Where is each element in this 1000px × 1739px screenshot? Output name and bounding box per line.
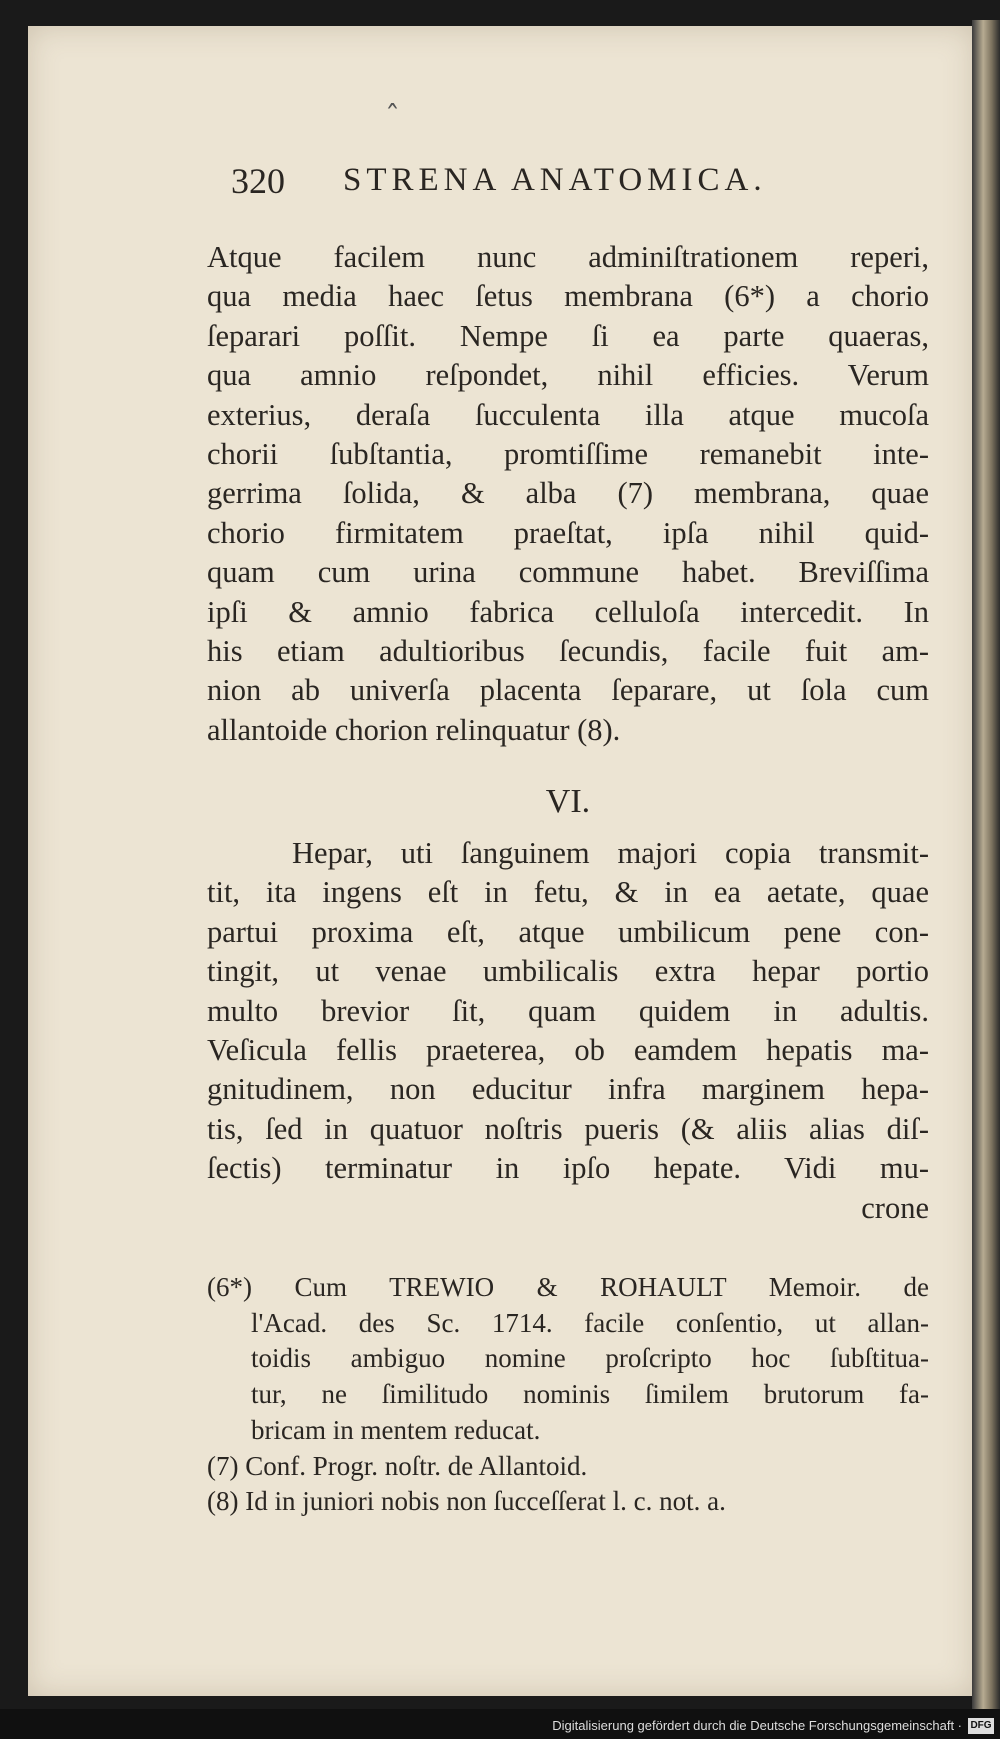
ink-mark: ˆ — [385, 100, 400, 135]
text-line: ipſi & amnio fabrica celluloſa intercedit. In — [207, 594, 929, 629]
footnote-line: toidis ambiguo nomine proſcripto hoc ſubſtitua- — [251, 1343, 929, 1374]
text-line: allantoide chorion relinquatur (8). — [207, 712, 621, 747]
section-heading: VI. — [545, 783, 591, 820]
footnote-line: bricam in mentem reducat. — [251, 1414, 541, 1445]
catchword: crone — [861, 1190, 929, 1225]
footnote-line: (6*) Cum TREWIO & ROHAULT Memoir. de — [207, 1272, 929, 1302]
text-line: Veſicula fellis praeterea, ob eamdem hepatis ma- — [207, 1033, 929, 1068]
footnote-line: l'Acad. des Sc. 1714. facile conſentio, ut allan- — [251, 1307, 929, 1338]
running-title: STRENA ANATOMICA. — [343, 162, 767, 198]
footnote-line: (7) Conf. Progr. noſtr. de Allantoid. — [207, 1450, 588, 1481]
paragraph-1 — [207, 238, 929, 750]
text-line: gerrima ſolida, & alba (7) membrana, quae — [207, 476, 929, 511]
text-line: chorio firmitatem praeſtat, ipſa nihil quid- — [207, 515, 929, 550]
text-line: chorii ſubſtantia, promtiſſime remanebit inte- — [207, 437, 929, 472]
footer-credit: Digitalisierung gefördert durch die Deutsche Forschungsgemeinschaft · — [552, 1718, 962, 1733]
book-edge — [972, 20, 1000, 1710]
footnotes — [207, 1270, 929, 1520]
text-line: Hepar, uti ſanguinem majori copia transmit- — [292, 836, 929, 870]
text-line: nion ab univerſa placenta ſeparare, ut ſola cum — [207, 673, 929, 708]
footnote-line: tur, ne ſimilitudo nominis ſimilem brutorum fa- — [251, 1379, 929, 1410]
text-line: ſeparari poſſit. Nempe ſi ea parte quaeras, — [207, 318, 929, 353]
text-line: tingit, ut venae umbilicalis extra hepar portio — [207, 954, 929, 989]
footnote-line: (8) Id in juniori nobis non ſucceſſerat l. c. not. a. — [207, 1486, 726, 1517]
page-header — [207, 160, 929, 204]
text-line: his etiam adultioribus ſecundis, facile fuit am- — [207, 634, 929, 669]
dfg-logo: DFG — [968, 1718, 994, 1734]
text-line: Atque facilem nunc adminiſtrationem reperi, — [207, 240, 929, 274]
page-number: 320 — [231, 161, 285, 201]
text-line: tis, ſed in quatuor noſtris pueris (& aliis alias diſ- — [207, 1111, 929, 1146]
text-line: tit, ita ingens eſt in fetu, & in ea aetate, quae — [207, 875, 929, 910]
text-line: qua amnio reſpondet, nihil efficies. Verum — [207, 358, 929, 393]
text-line: gnitudinem, non educitur infra marginem hepa- — [207, 1072, 929, 1107]
text-line: multo brevior ſit, quam quidem in adultis. — [207, 993, 929, 1028]
text-line: quam cum urina commune habet. Breviſſima — [207, 555, 929, 590]
text-line: qua media haec ſetus membrana (6*) a chorio — [207, 279, 929, 314]
text-line: ſectis) terminatur in ipſo hepate. Vidi mu- — [207, 1151, 929, 1186]
footer-bar — [0, 1709, 1000, 1739]
paragraph-2 — [207, 834, 929, 1228]
text-line: exterius, deraſa ſucculenta illa atque mucoſa — [207, 397, 929, 432]
text-line: partui proxima eſt, atque umbilicum pene con- — [207, 914, 929, 949]
